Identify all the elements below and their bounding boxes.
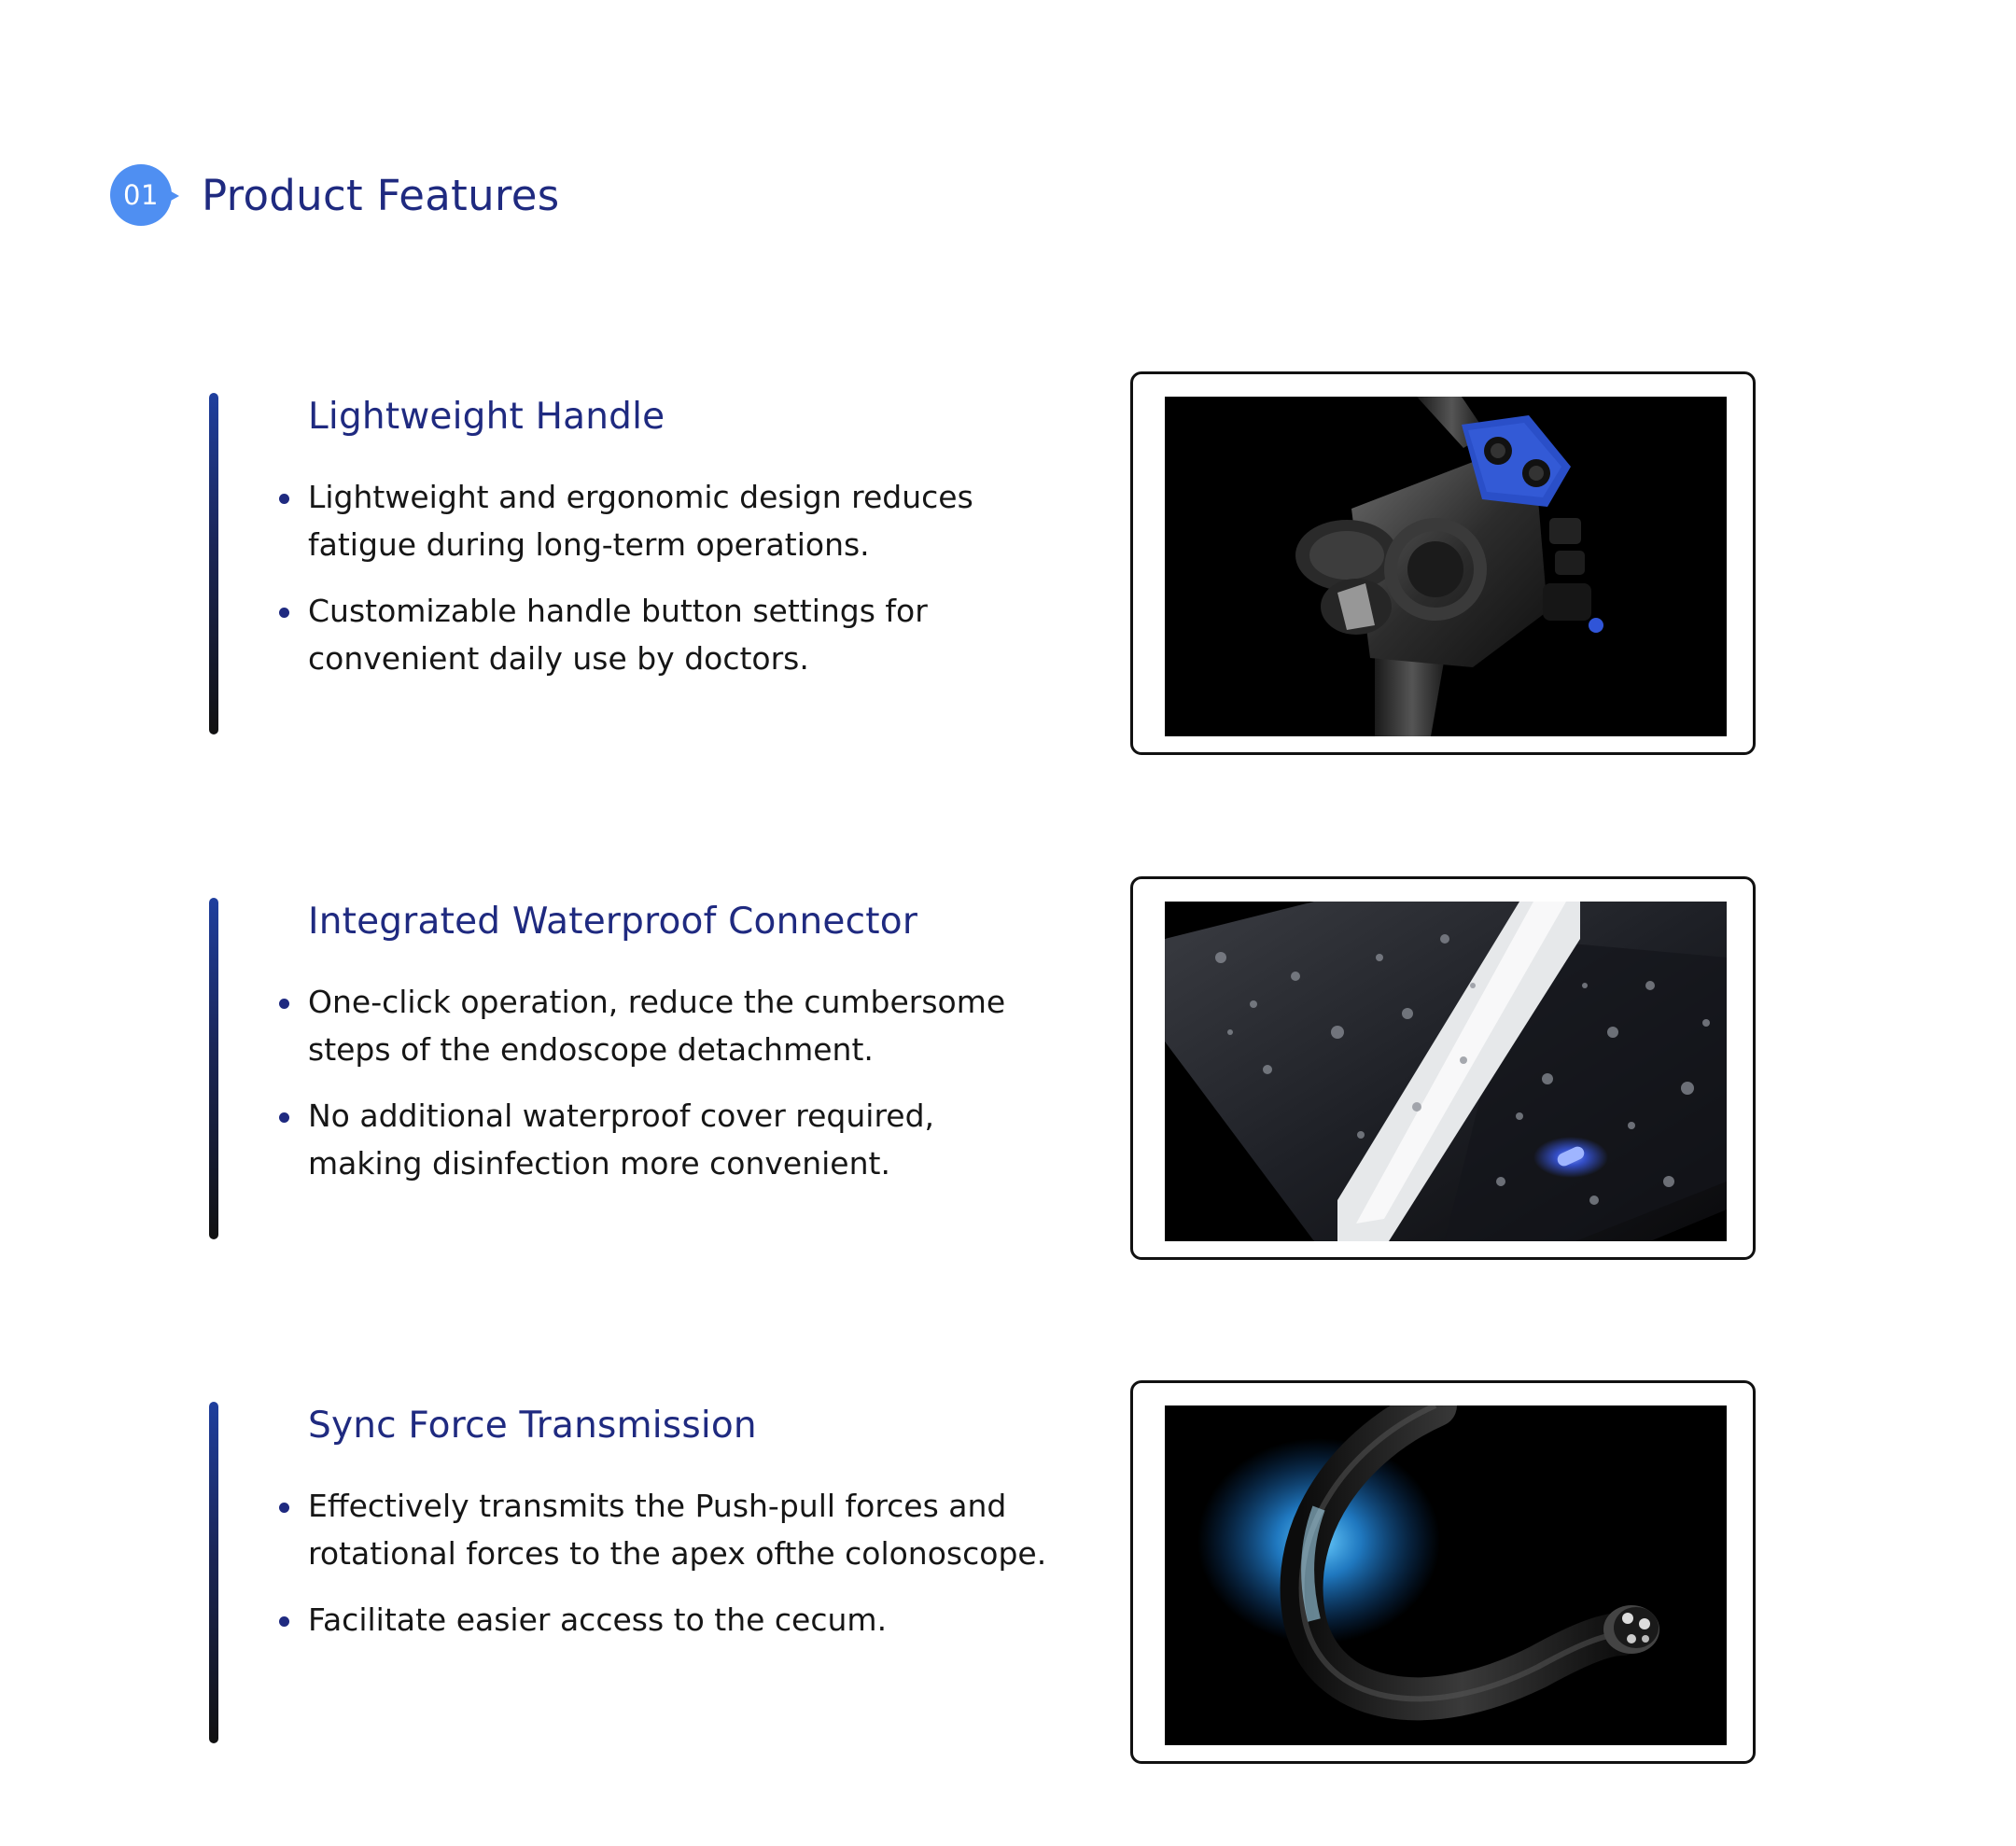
feature-text bbox=[308, 1403, 1055, 1662]
waterproof-connector-illustration bbox=[1165, 902, 1727, 1241]
feature-bullets bbox=[308, 473, 1055, 682]
section-header bbox=[110, 162, 559, 228]
feature-text bbox=[308, 899, 1055, 1206]
feature-accent-bar bbox=[209, 898, 218, 1239]
feature-image-frame bbox=[1130, 371, 1756, 755]
waterproof-connector-image bbox=[1165, 902, 1727, 1241]
feature-text bbox=[308, 394, 1055, 701]
bullet-item: Customizable handle button settings for convenient daily use by doctors. bbox=[308, 587, 1055, 682]
colonoscope-tip-illustration bbox=[1165, 1405, 1727, 1745]
endoscope-handle-illustration bbox=[1165, 397, 1727, 736]
feature-accent-bar bbox=[209, 1402, 218, 1743]
feature-image-frame bbox=[1130, 1380, 1756, 1764]
bullet-item: One-click operation, reduce the cumbersome steps of the endoscope detachment. bbox=[308, 978, 1055, 1073]
bullet-item: No additional waterproof cover required, making disinfection more convenient. bbox=[308, 1092, 1055, 1187]
feature-title: Sync Force Transmission bbox=[308, 1405, 757, 1447]
feature-bullets bbox=[308, 1482, 1055, 1643]
section-number-badge: 01 bbox=[110, 164, 172, 226]
feature-title: Integrated Waterproof Connector bbox=[308, 901, 918, 943]
bullet-item: Lightweight and ergonomic design reduces fatigue during long-term operations. bbox=[308, 473, 1055, 568]
feature-sync-force-transmission bbox=[0, 1380, 2016, 1772]
feature-lightweight-handle bbox=[0, 371, 2016, 763]
feature-waterproof-connector bbox=[0, 876, 2016, 1268]
bullet-item: Facilitate easier access to the cecum. bbox=[308, 1596, 1055, 1643]
feature-title: Lightweight Handle bbox=[308, 396, 665, 438]
feature-bullets bbox=[308, 978, 1055, 1187]
section-title: Product Features bbox=[202, 170, 560, 220]
feature-accent-bar bbox=[209, 393, 218, 734]
bullet-item: Effectively transmits the Push-pull forces and rotational forces to the apex ofthe colonoscope. bbox=[308, 1482, 1055, 1577]
colonoscope-tip-image bbox=[1165, 1405, 1727, 1745]
endoscope-handle-image bbox=[1165, 397, 1727, 736]
feature-image-frame bbox=[1130, 876, 1756, 1260]
